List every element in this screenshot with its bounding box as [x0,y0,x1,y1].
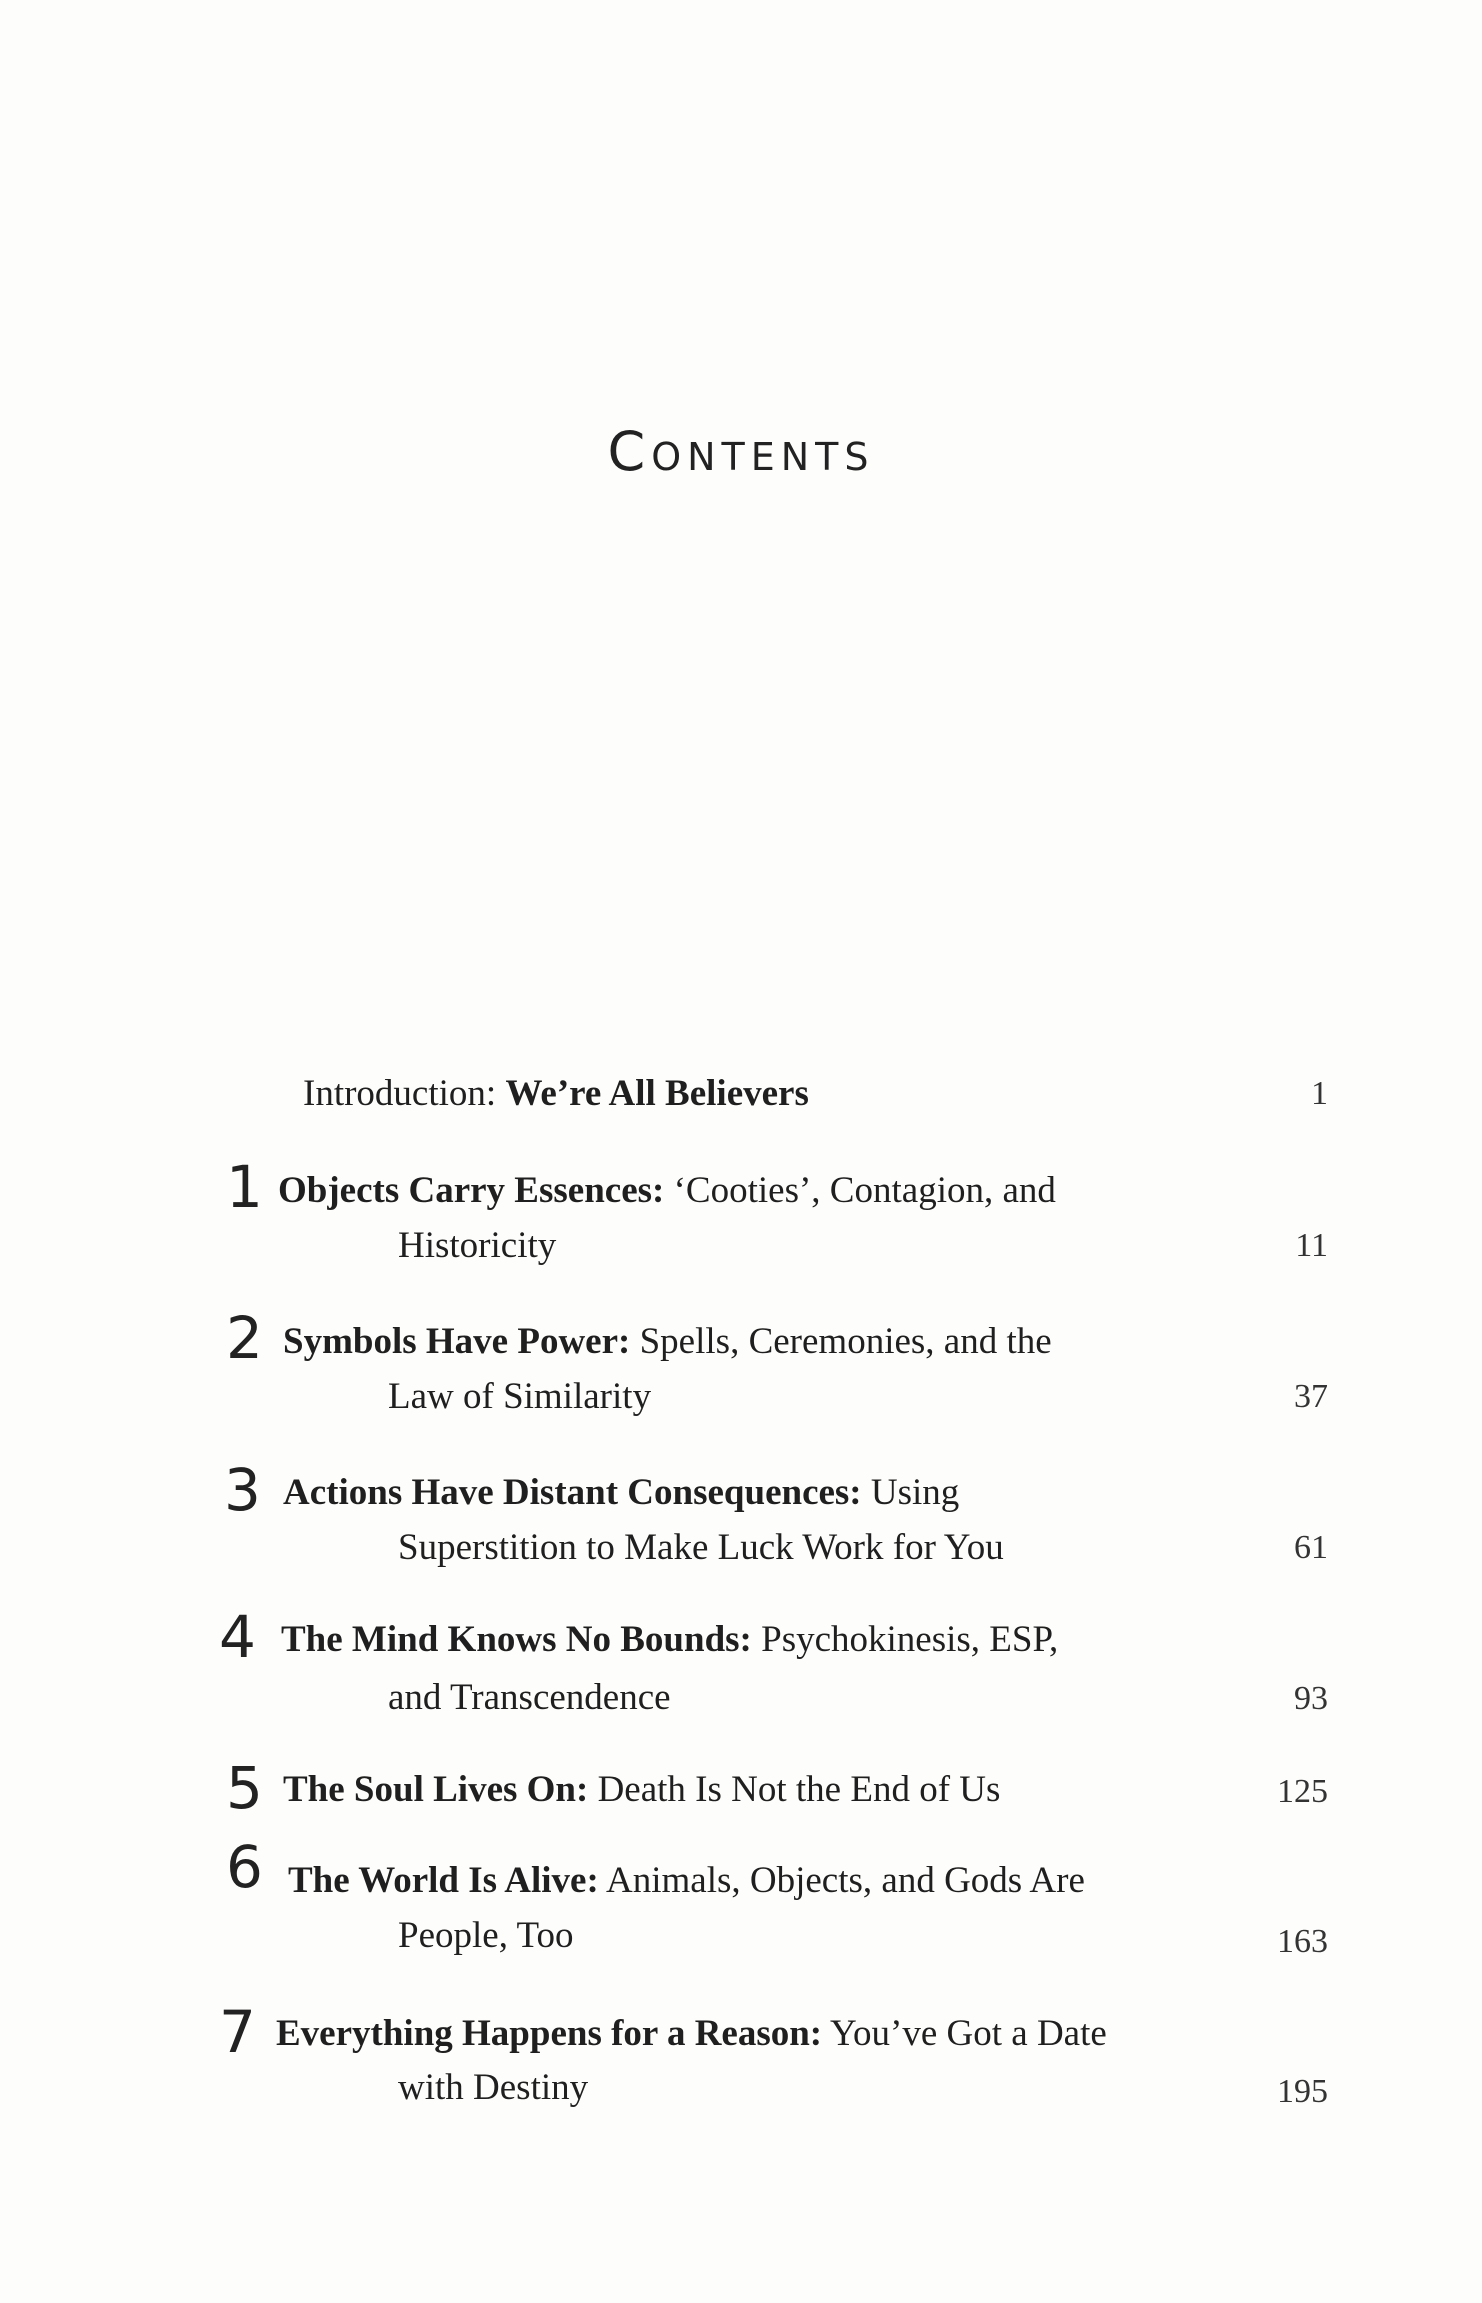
chapter-subtitle-continued: Law of Similarity [388,1376,652,1417]
chapter-number: 3 [224,1456,261,1524]
chapter-subtitle: Psychokinesis, ESP, [761,1619,1059,1660]
page-number: 93 [1294,1680,1328,1717]
intro-title: We’re All Believers [505,1073,809,1114]
chapter-subtitle-continued: with Destiny [398,2067,589,2108]
chapter-subtitle: ‘Cooties’, Contagion, and [673,1170,1056,1211]
chapter-title: The World Is Alive: [288,1860,599,1901]
chapter-title: Objects Carry Essences: [278,1170,665,1211]
entry-title-line [276,2015,1107,2052]
chapter-number: 1 [226,1153,263,1221]
chapter-number: 6 [226,1833,263,1901]
page-number: 195 [1277,2073,1328,2110]
chapter-subtitle-continued: Superstition to Make Luck Work for You [398,1527,1004,1568]
entry-title-line [278,1172,1056,1209]
entry-title-line [283,1771,1000,1808]
page-number: 1 [1311,1075,1328,1112]
entry-title-line [303,1075,809,1112]
chapter-subtitle: Spells, Ceremonies, and the [639,1321,1052,1362]
chapter-number: 4 [219,1603,256,1671]
entry-title-line [283,1474,959,1511]
page-number: 37 [1294,1378,1328,1415]
chapter-title: The Mind Knows No Bounds: [281,1619,752,1660]
page-number: 11 [1295,1227,1328,1264]
chapter-subtitle: You’ve Got a Date [830,2013,1107,2054]
page-number: 125 [1277,1773,1328,1810]
chapter-title: Symbols Have Power: [283,1321,631,1362]
chapter-title: The Soul Lives On: [283,1769,589,1810]
chapter-subtitle-continued: People, Too [398,1915,574,1956]
entry-title-line [288,1862,1085,1899]
chapter-subtitle-continued: Historicity [398,1225,557,1266]
chapter-subtitle: Animals, Objects, and Gods Are [606,1860,1085,1901]
entry-title-line [283,1323,1052,1360]
entry-title-line [281,1621,1058,1658]
chapter-title: Actions Have Distant Consequences: [283,1472,862,1513]
chapter-number: 5 [226,1754,263,1822]
chapter-subtitle: Using [870,1472,960,1513]
intro-label: Introduction: [303,1073,497,1114]
chapter-number: 7 [219,1998,256,2066]
chapter-title: Everything Happens for a Reason: [276,2013,823,2054]
page-title: Contents [607,420,875,483]
chapter-subtitle: Death Is Not the End of Us [597,1769,1001,1810]
page-number: 163 [1277,1923,1328,1960]
chapter-number: 2 [226,1304,263,1372]
page-number: 61 [1294,1529,1328,1566]
chapter-subtitle-continued: and Transcendence [388,1677,671,1718]
